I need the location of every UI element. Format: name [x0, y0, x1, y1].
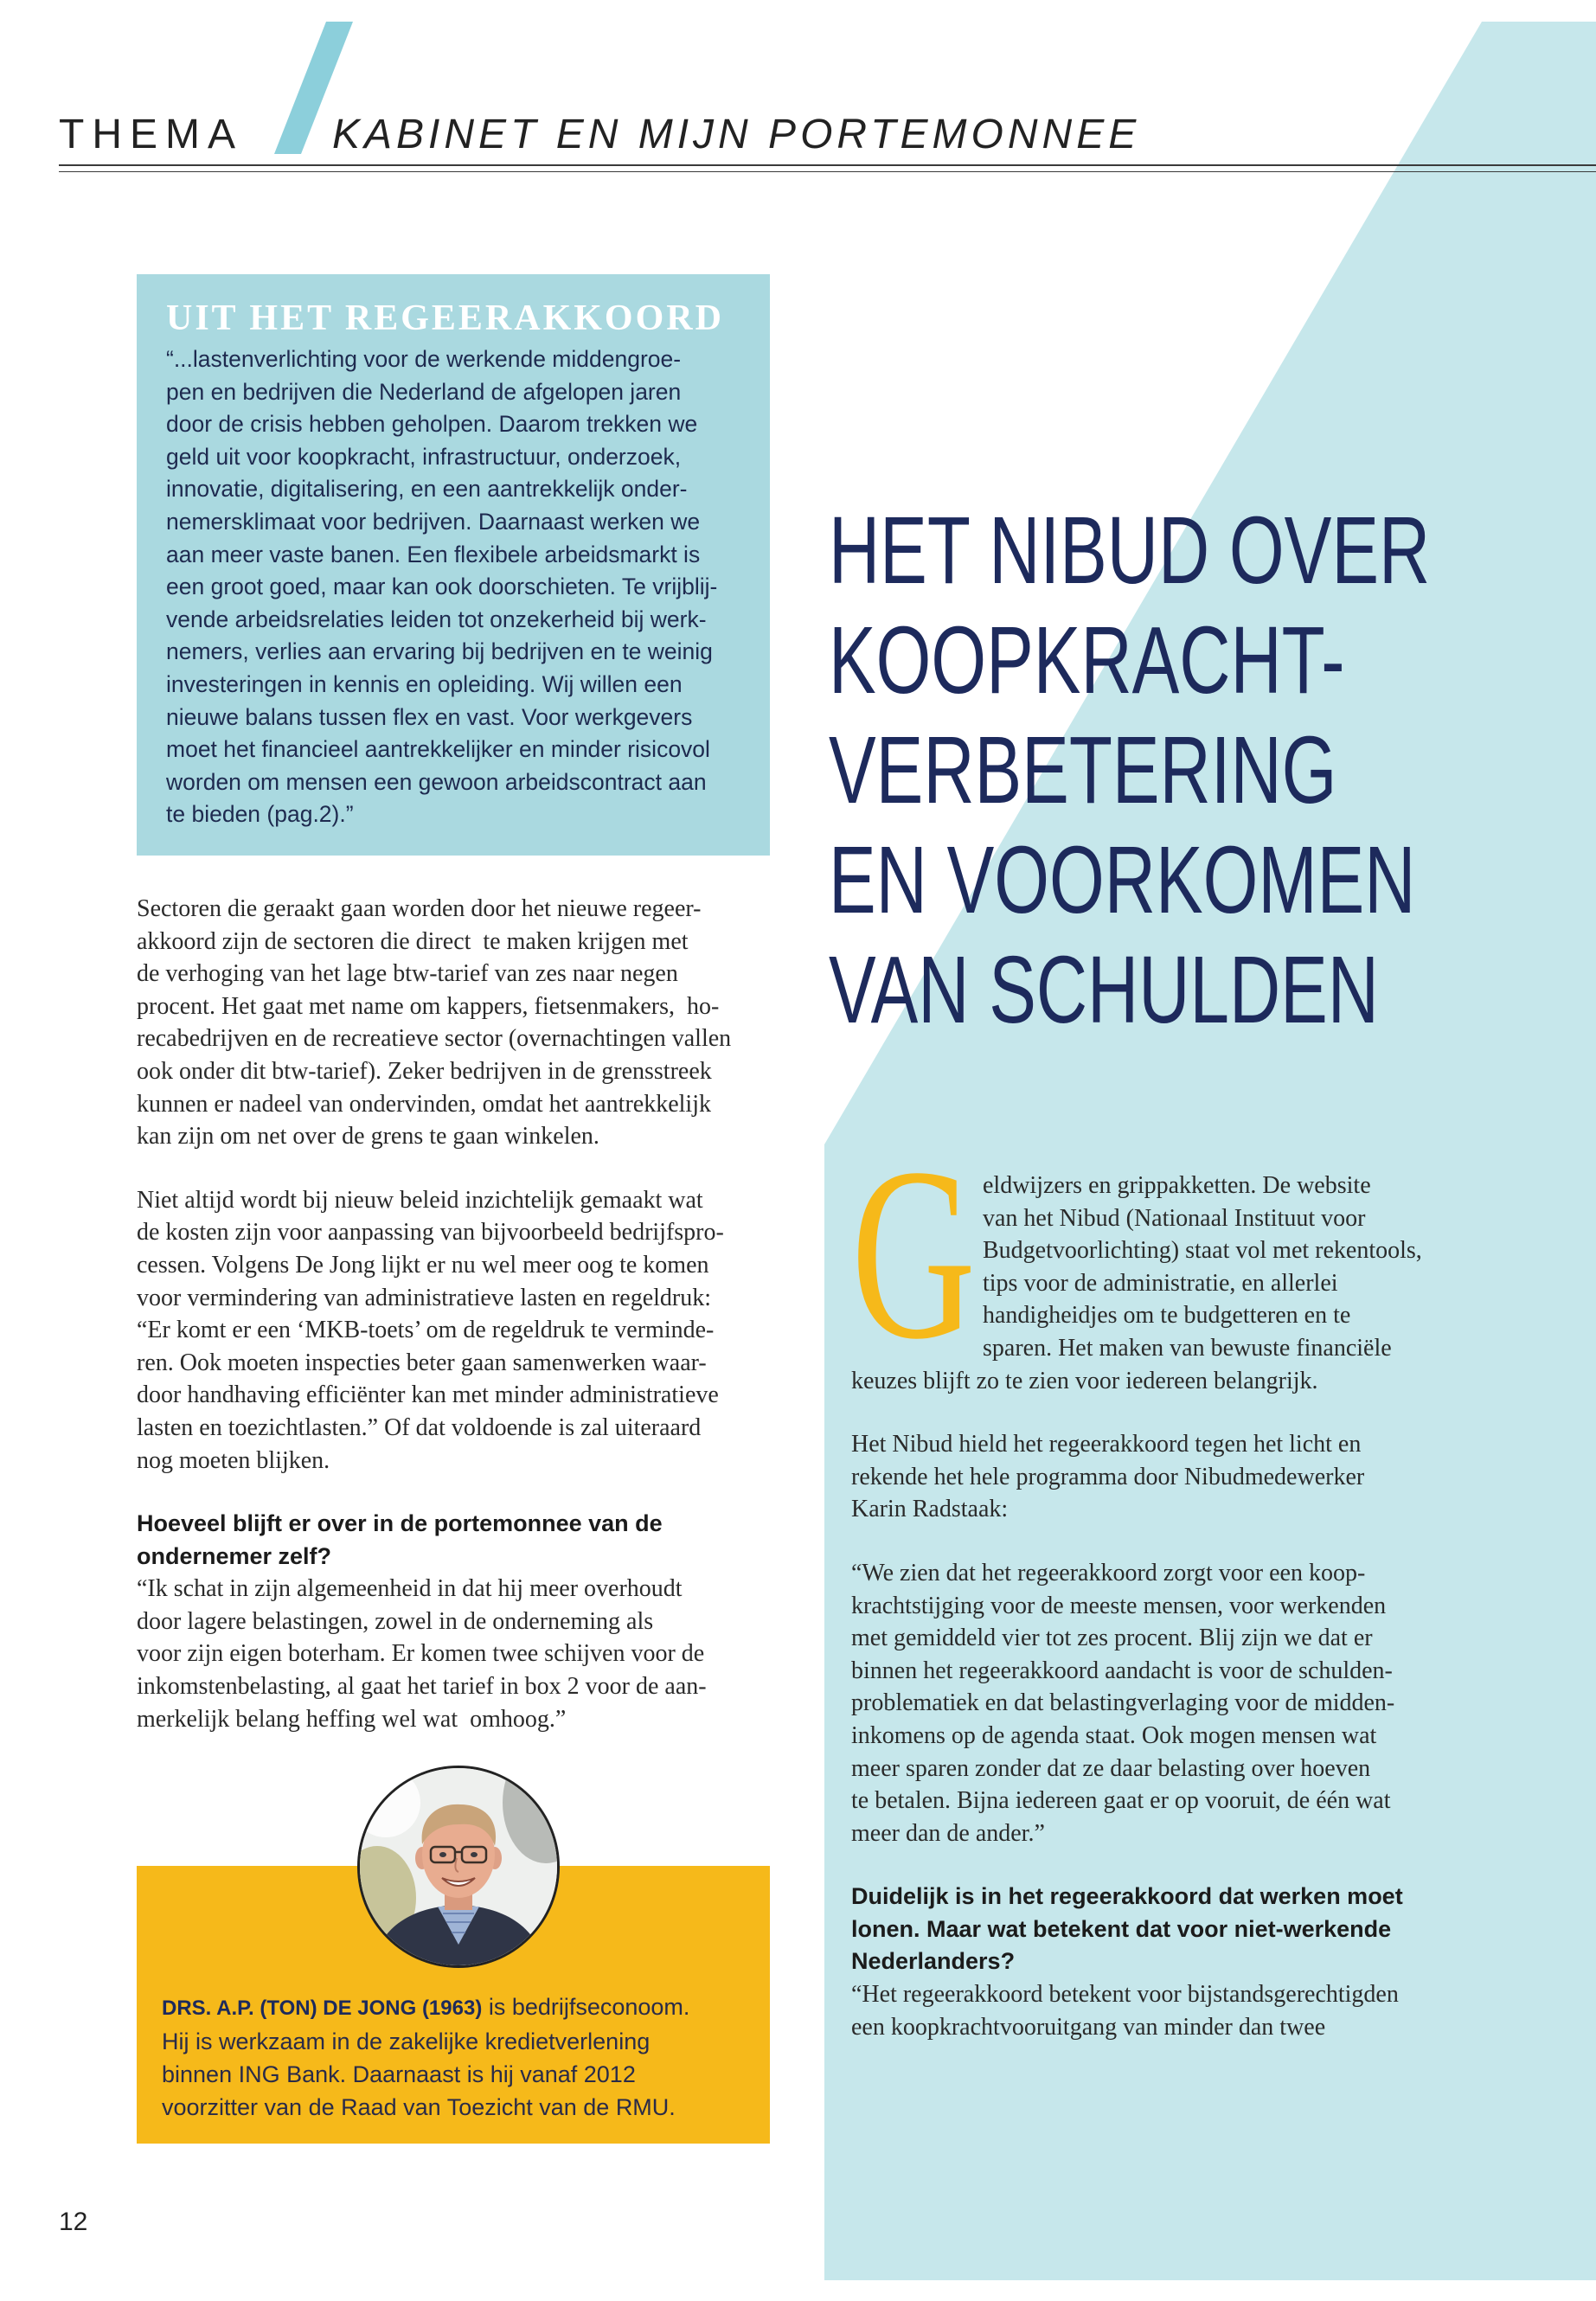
drop-cap: [851, 1117, 983, 1390]
headline-line: EN VOORKOMEN: [829, 827, 1416, 933]
header-rule-bottom: [59, 171, 1596, 172]
left-paragraph-1: Sectoren die geraakt gaan worden door het nieuwe regeer- akkoord zijn de sectoren die direct te maken krijgen met de verhoging van het lage btw-tarief van zes naar negen procent. Het gaat met name om kappers, fietsenmakers, ho- recabedrijven en de recreatieve sector (overnachtingen vallen ook onder dit btw-tarief). Zeker bedrijven in de grensstreek kunnen er nadeel van ondervinden, omdat het aantrekkelijk kan zijn om net over de grens te gaan winkelen.: [137, 895, 732, 1150]
profile-caption: [162, 1990, 759, 2124]
left-interview-answer: “Ik schat in zijn algemeenheid in dat hij meer overhoudt door lagere belastingen, zowel in de onderneming als voor zijn eigen boterham. Er komen twee schijven voor de inkomstenbelasting, al gaat het tarief in box 2 voor de aan- merkelijk belang heffing wel wat omhoog.”: [137, 1575, 707, 1733]
headline-line: VAN SCHULDEN: [829, 937, 1379, 1043]
quote-box-text: “...lastenverlichting voor de werkende middengroe- pen en bedrijven die Nederland de afgelopen jaren door de crisis hebben geholpen. Daarom trekken we geld uit voor koopkracht, infrastructuur, onderzoek, innovatie, digitalisering, en een aantrekkelijk onder- nemersklimaat voor bedrijven. Daarnaast werken we aan meer vaste banen. Een flexibele arbeidsmarkt is een groot goed, maar kan ook doorschieten. Te vrijblij- vende arbeidsrelaties leiden tot onzekerheid bij werk- nemers, verlies aan ervaring bij bedrijven en te weinig investeringen in kennis en opleiding. Wij willen een nieuwe balans tussen flex en vast. Voor werkgevers moet het financieel aantrekkelijker en minder risicovol worden om mensen een gewoon arbeidscontract aan te bieden (pag.2).”: [166, 346, 718, 828]
left-column: [137, 893, 777, 1735]
left-paragraph-2: Niet altijd wordt bij nieuw beleid inzichtelijk gemaakt wat de kosten zijn voor aanpassing van bijvoorbeeld bedrijfspro- cessen. Volgens De Jong lijkt er nu wel meer oog te komen voor vermindering van administratieve lasten en regeldruk: “Er komt er een ‘MKB-toets’ om de regeldruk te verminde- ren. Ook moeten inspecties beter gaan samenwerken waar- door handhaving efficiënter kan met minder administratieve lasten en toezichtlasten.” Of dat voldoende is zal uiteraard nog moeten blijken.: [137, 1186, 724, 1474]
right-paragraph-3: “We zien dat het regeerakkoord zorgt voor een koop- krachtstijging voor de meeste mensen, voor werkenden met gemiddeld vier tot zes procent. Blij zijn we dat er binnen het regeerakkoord aandacht is voor de schulden- problematiek en dat belastingverlaging voor de midden- inkomens op de agenda staat. Ook mogen mensen wat meer sparen zonder dat ze daar belasting over hoeven te betalen. Bijna iedereen gaat er op vooruit, de één wat meer dan de ander.”: [851, 1559, 1395, 1847]
right-intro-text: eldwijzers en grippakketten. De website van het Nibud (Nationaal Instituut voor Budgetvoorlichting) staat vol met rekentools, tips voor de administratie, en allerlei handigheidjes om te budgetteren en te sparen. Het maken van bewuste financiële keuzes blijft zo te zien voor iedereen belangrijk.: [851, 1172, 1422, 1394]
profile-occupation: is bedrijfseconoom.: [482, 1994, 690, 2020]
profile-name: DRS. A.P. (TON) DE JONG (1963): [162, 1997, 483, 2020]
page-header-title: KABINET EN MIJN PORTEMONNEE: [332, 112, 1141, 157]
headline-line: HET NIBUD OVER: [829, 497, 1431, 604]
drop-cap-letter: G: [851, 1117, 977, 1390]
page-number: 12: [59, 2208, 88, 2236]
header-rule-top: [59, 164, 1596, 166]
headline-line: VERBETERING: [829, 717, 1337, 824]
regeerakkoord-quote-box: [137, 274, 770, 856]
right-column: [851, 1117, 1457, 2043]
article-headline: [829, 496, 1434, 1045]
right-interview-question: Duidelijk is in het regeerakkoord dat werken moet lonen. Maar wat betekent dat voor niet-werkende Nederlanders?: [851, 1883, 1403, 1975]
profile-bio: Hij is werkzaam in de zakelijke kredietverlening binnen ING Bank. Daarnaast is hij vanaf 2012 voorzitter van de Raad van Toezicht van de RMU.: [162, 2029, 676, 2120]
section-label: THEMA: [59, 112, 243, 157]
left-interview-question: Hoeveel blijft er over in de portemonnee van de ondernemer zelf?: [137, 1510, 663, 1569]
portrait-photo: [357, 1766, 560, 1968]
quote-box-title: UIT HET REGEERAKKOORD: [166, 298, 724, 338]
right-interview-answer: “Het regeerakkoord betekent voor bijstandsgerechtigden een koopkrachtvooruitgang van minder dan twee: [851, 1981, 1399, 2041]
right-paragraph-2: Het Nibud hield het regeerakkoord tegen het licht en rekende het hele programma door Nibudmedewerker Karin Radstaak:: [851, 1431, 1365, 1523]
headline-line: KOOPKRACHT-: [829, 607, 1345, 714]
right-intro-paragraph: [851, 1117, 1457, 1397]
portrait-illustration: [360, 1768, 557, 1965]
